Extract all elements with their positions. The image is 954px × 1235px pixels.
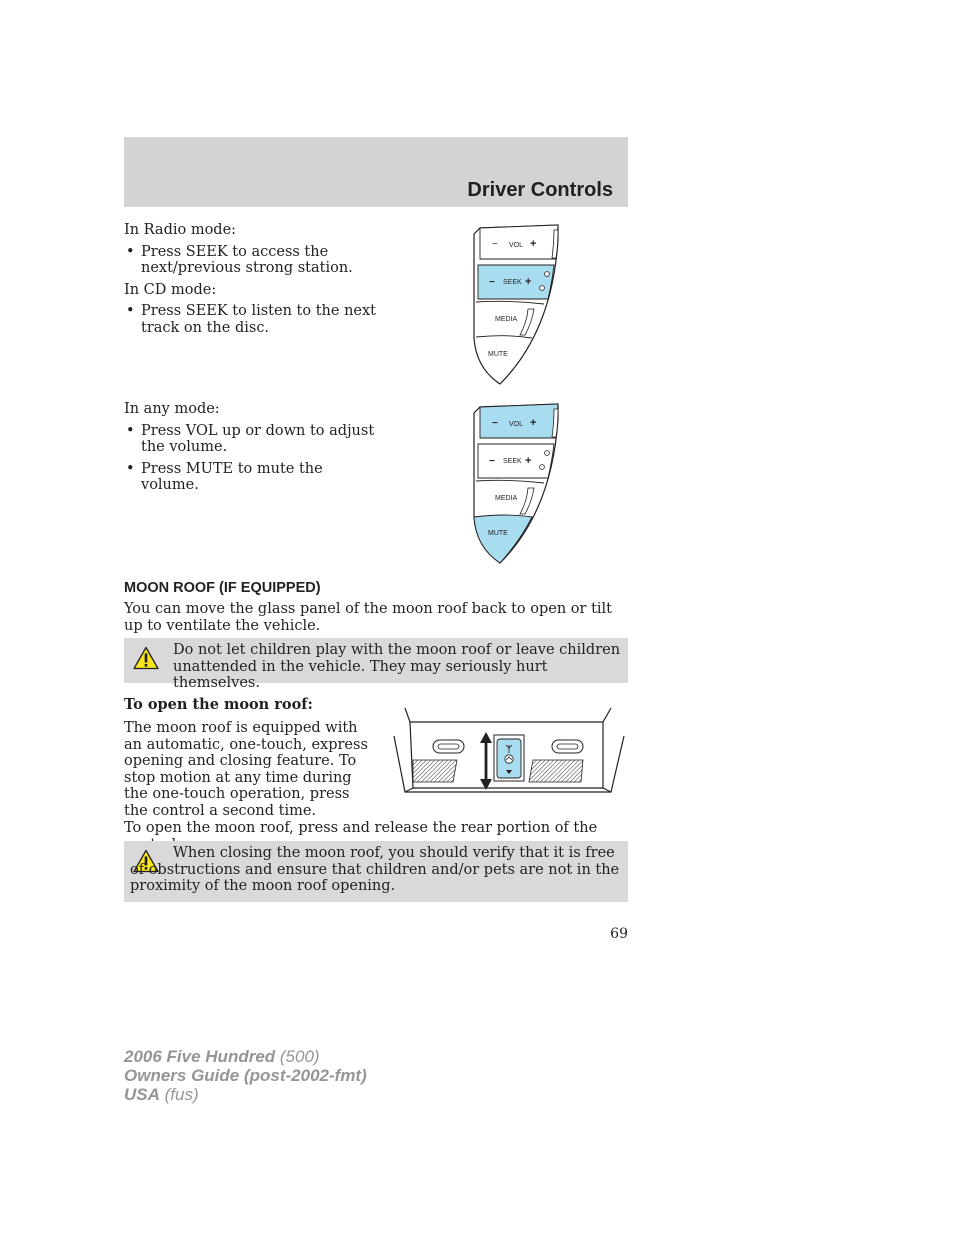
steering-controls-seek-figure: [470, 222, 565, 388]
seek-instructions: [124, 222, 379, 341]
open-moon-roof-heading: To open the moon roof:: [124, 696, 313, 713]
warning-triangle-icon: [133, 646, 159, 670]
mute-label: MUTE: [488, 530, 508, 537]
minus-symbol: −: [492, 239, 498, 250]
list-item: • Press MUTE to mute the volume.: [124, 461, 379, 494]
minus-symbol: −: [489, 277, 495, 288]
cd-mode-list: [124, 303, 379, 336]
overhead-console-figure: [393, 704, 626, 799]
footer-model-code: (500): [275, 1047, 320, 1066]
plus-symbol: +: [530, 417, 537, 429]
moon-roof-intro: You can move the glass panel of the moon roof back to open or tilt up to ventilate the vehicle.: [124, 601, 613, 634]
media-label: MEDIA: [495, 495, 518, 502]
steering-controls-volume-figure: [470, 401, 565, 567]
vol-label: VOL: [509, 242, 524, 249]
footer-market: USA: [124, 1085, 160, 1104]
section-title: Driver Controls: [467, 179, 613, 201]
warning-box: [124, 638, 628, 691]
open-moon-roof-step: To open the moon roof, press and release the rear portion of the: [124, 820, 598, 836]
cd-mode-intro: In CD mode:: [124, 281, 217, 298]
minus-symbol: −: [489, 456, 495, 467]
list-item: • Press VOL up or down to adjust the volume.: [124, 423, 379, 456]
plus-symbol: +: [525, 455, 532, 467]
any-mode-list: [124, 423, 379, 494]
minus-symbol: −: [492, 418, 498, 429]
document-footer: [124, 1047, 367, 1104]
page-number: 69: [610, 926, 628, 942]
mute-label: MUTE: [488, 351, 508, 358]
volume-instructions: [124, 401, 379, 499]
footer-model: 2006 Five Hundred: [124, 1047, 276, 1066]
radio-mode-intro: In Radio mode:: [124, 222, 237, 238]
warning-text: When closing the moon roof, you should verify that it is free of obstructions and ensure that children and/or pets are not in the proximity of the moon roof opening.: [130, 845, 620, 894]
footer-guide: Owners Guide (post-2002-fmt): [124, 1066, 367, 1085]
list-item: • Press SEEK to access the next/previous strong station.: [124, 244, 379, 277]
plus-symbol: +: [530, 238, 537, 250]
section-header-band: [124, 137, 628, 207]
seek-label: SEEK: [503, 279, 522, 286]
list-item: • Press SEEK to listen to the next track on the disc.: [124, 303, 379, 336]
seek-label: SEEK: [503, 458, 522, 465]
radio-mode-list: [124, 244, 379, 277]
open-moon-roof-text: The moon roof is equipped with an automatic, one-touch, express opening and closing feature. To stop motion at any time during the one-touch operation, press the control a second time.: [124, 720, 368, 819]
moon-roof-heading: MOON ROOF (IF EQUIPPED): [124, 580, 321, 596]
plus-symbol: +: [525, 276, 532, 288]
media-label: MEDIA: [495, 316, 518, 323]
warning-box: [124, 841, 628, 902]
warning-text: Do not let children play with the moon roof or leave children unattended in the vehicle. They may seriously hurt themselves.: [173, 642, 621, 691]
any-mode-intro: In any mode:: [124, 401, 220, 417]
vol-label: VOL: [509, 421, 524, 428]
footer-market-code: (fus): [159, 1085, 199, 1104]
